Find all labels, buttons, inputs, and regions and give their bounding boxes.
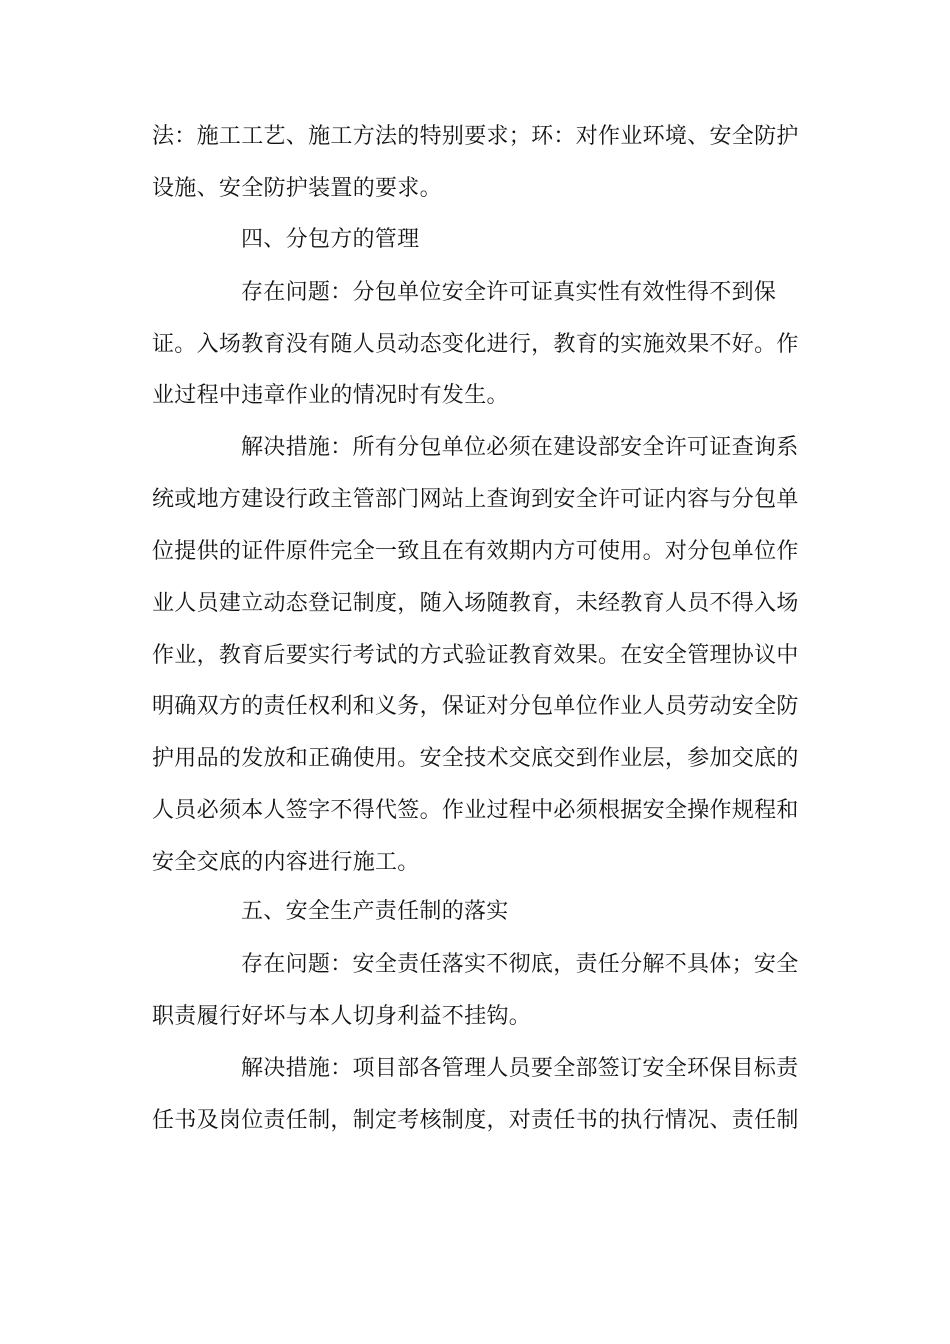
paragraph-line: 明确双方的责任权利和义务，保证对分包单位作业人员劳动安全防: [152, 694, 799, 719]
paragraph-line: 法：施工工艺、施工方法的特别要求；环：对作业环境、安全防护: [152, 124, 799, 149]
paragraph-line: 业过程中违章作业的情况时有发生。: [152, 383, 509, 408]
paragraph-line: 证。入场教育没有随人员动态变化进行，教育的实施效果不好。作: [152, 332, 799, 357]
paragraph-line: 统或地方建设行政主管部门网站上查询到安全许可证内容与分包单: [152, 487, 799, 512]
section-heading: 五、安全生产责任制的落实: [241, 899, 509, 924]
paragraph-line: 设施、安全防护装置的要求。: [152, 176, 442, 201]
paragraph-line: 解决措施：所有分包单位必须在建设部安全许可证查询系: [241, 435, 799, 460]
section-heading: 四、分包方的管理: [241, 227, 420, 252]
paragraph-line: 存在问题：安全责任落实不彻底，责任分解不具体；安全: [241, 952, 799, 977]
paragraph-line: 人员必须本人签字不得代签。作业过程中必须根据安全操作规程和: [152, 798, 799, 823]
paragraph-line: 作业，教育后要实行考试的方式验证教育效果。在安全管理协议中: [152, 643, 799, 668]
paragraph-line: 护用品的发放和正确使用。安全技术交底交到作业层，参加交底的: [152, 746, 799, 771]
paragraph-line: 存在问题：分包单位安全许可证真实性有效性得不到保: [241, 280, 777, 305]
paragraph-line: 任书及岗位责任制，制定考核制度，对责任书的执行情况、责任制: [152, 1108, 799, 1133]
paragraph-line: 业人员建立动态登记制度，随入场随教育，未经教育人员不得入场: [152, 591, 799, 616]
paragraph-line: 位提供的证件原件完全一致且在有效期内方可使用。对分包单位作: [152, 539, 799, 564]
paragraph-line: 解决措施：项目部各管理人员要全部签订安全环保目标责: [241, 1056, 799, 1081]
paragraph-line: 职责履行好坏与本人切身利益不挂钩。: [152, 1004, 532, 1029]
paragraph-line: 安全交底的内容进行施工。: [152, 850, 420, 875]
